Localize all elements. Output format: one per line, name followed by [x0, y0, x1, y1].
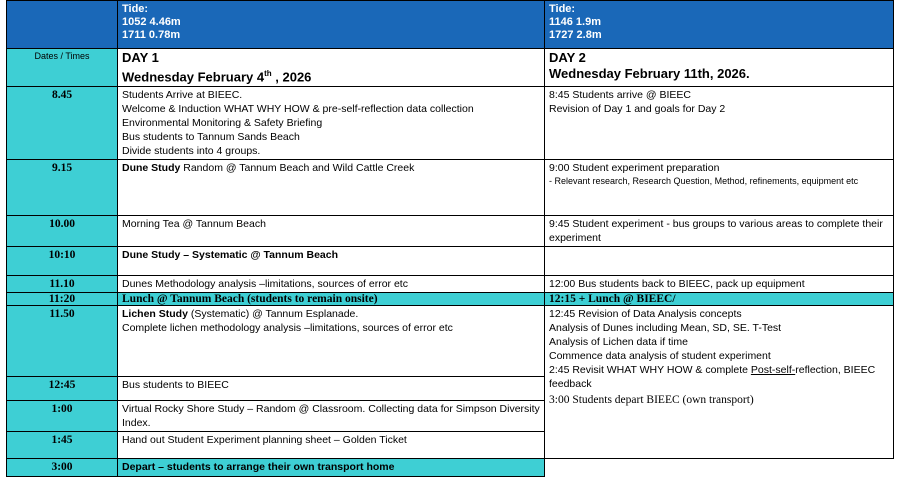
day2-cell: 12:15 + Lunch @ BIEEC/ [545, 293, 894, 306]
time-cell: 8.45 [7, 87, 118, 160]
day1-date-main: Wednesday February 4 [122, 69, 265, 85]
day2-afternoon-cell [545, 306, 894, 459]
time-cell: 10:10 [7, 247, 118, 276]
activity-text: (Systematic) @ Tannum Esplanade. [187, 308, 359, 321]
activity-line: Analysis of Lichen data if time [549, 336, 688, 349]
time-cell: 11:20 [7, 293, 118, 306]
activity-bold: Dune Study [122, 162, 181, 175]
activity-line: 9:00 Student experiment preparation [549, 162, 720, 175]
table-row [7, 276, 894, 293]
tide-label: Tide: [122, 3, 149, 15]
day1-cell: Dunes Methodology analysis –limitations, sources of error etc [118, 276, 545, 293]
day2-cell [545, 160, 894, 216]
time-cell: 10.00 [7, 216, 118, 247]
activity-line: Divide students into 4 groups. [122, 145, 261, 158]
table-row [7, 87, 894, 160]
activity-bold: Lichen Study [122, 308, 188, 321]
activity-text: reflection, BIEEC feedback [549, 364, 876, 391]
empty-cell [545, 459, 894, 477]
day2-cell [545, 247, 894, 276]
dates-times-header: Dates / Times [7, 49, 118, 87]
depart-row [7, 459, 894, 477]
activity-text: Random @ Tannum Beach and Wild Cattle Creek [180, 162, 415, 175]
activity-line: 3:00 Students depart BIEEC (own transport) [549, 394, 754, 407]
tide-label: Tide: [549, 3, 576, 15]
time-cell: 11.50 [7, 306, 118, 377]
day2-cell: 12:00 Bus students back to BIEEC, pack up equipment [545, 276, 894, 293]
activity-line [549, 363, 889, 391]
day2-title: DAY 2 [549, 50, 586, 65]
tide-row [7, 1, 894, 49]
schedule-table [6, 0, 894, 477]
activity-text: 2:45 Revisit WHAT WHY HOW & complete [549, 364, 751, 377]
activity-line: Environmental Monitoring & Safety Briefing [122, 117, 323, 130]
day1-date-tail: , 2026 [271, 69, 312, 85]
schedule-table-wrapper [6, 0, 893, 477]
time-cell: 3:00 [7, 459, 118, 477]
time-cell: 9.15 [7, 160, 118, 216]
day1-cell: Lunch @ Tannum Beach (students to remain onsite) [118, 293, 545, 306]
day1-cell [118, 87, 545, 160]
day1-title: DAY 1 [122, 50, 159, 65]
activity-line: Commence data analysis of student experiment [549, 350, 771, 363]
day1-cell [118, 306, 545, 377]
tide-empty-cell [7, 1, 118, 49]
day1-cell: Virtual Rocky Shore Study – Random @ Classroom. Collecting data for Simpson Diversity Index. [118, 401, 545, 432]
activity-line: Analysis of Dunes including Mean, SD, SE. T-Test [549, 322, 782, 335]
day2-header [545, 49, 894, 87]
day1-cell: Depart – students to arrange their own transport home [118, 459, 545, 477]
time-cell: 12:45 [7, 377, 118, 401]
time-cell: 1:00 [7, 401, 118, 432]
day1-cell: Bus students to BIEEC [118, 377, 545, 401]
tide-day2-second: 1727 2.8m [549, 29, 602, 41]
activity-line: 12:45 Revision of Data Analysis concepts [549, 308, 742, 321]
activity-line: Bus students to Tannum Sands Beach [122, 131, 300, 144]
day1-cell [118, 160, 545, 216]
tide-day1-cell [118, 1, 545, 49]
activity-subline: - Relevant research, Research Question, Method, refinements, equipment etc [549, 176, 859, 187]
day1-cell: Hand out Student Experiment planning sheet – Golden Ticket [118, 432, 545, 459]
tide-day1-high: 1052 4.46m [122, 16, 181, 28]
tide-day2-cell [545, 1, 894, 49]
table-row [7, 216, 894, 247]
day1-header [118, 49, 545, 87]
day1-date-sup: th [264, 69, 272, 78]
post-self-link: Post-self- [750, 364, 796, 377]
tide-day2-first: 1146 1.9m [549, 16, 601, 28]
activity-line: Welcome & Induction WHAT WHY HOW & pre-self-reflection data collection [122, 103, 474, 116]
day1-cell: Morning Tea @ Tannum Beach [118, 216, 545, 247]
day1-cell: Dune Study – Systematic @ Tannum Beach [118, 247, 545, 276]
lunch-row [7, 293, 894, 306]
tide-day1-low: 1711 0.78m [122, 29, 181, 41]
activity-line: Complete lichen methodology analysis –limitations, sources of error etc [122, 322, 453, 335]
time-cell: 11.10 [7, 276, 118, 293]
day2-cell: 9:45 Student experiment - bus groups to various areas to complete their experiment [545, 216, 894, 247]
table-row [7, 247, 894, 276]
activity-line: 8:45 Students arrive @ BIEEC [549, 89, 691, 102]
activity-line: Revision of Day 1 and goals for Day 2 [549, 103, 726, 116]
time-cell: 1:45 [7, 432, 118, 459]
table-row [7, 306, 894, 377]
day-header-row [7, 49, 894, 87]
day1-date [122, 66, 540, 85]
activity-line [122, 307, 540, 321]
table-row [7, 160, 894, 216]
day2-date: Wednesday February 11th, 2026. [549, 66, 750, 81]
day2-cell [545, 87, 894, 160]
activity-line: Students Arrive at BIEEC. [122, 89, 243, 102]
